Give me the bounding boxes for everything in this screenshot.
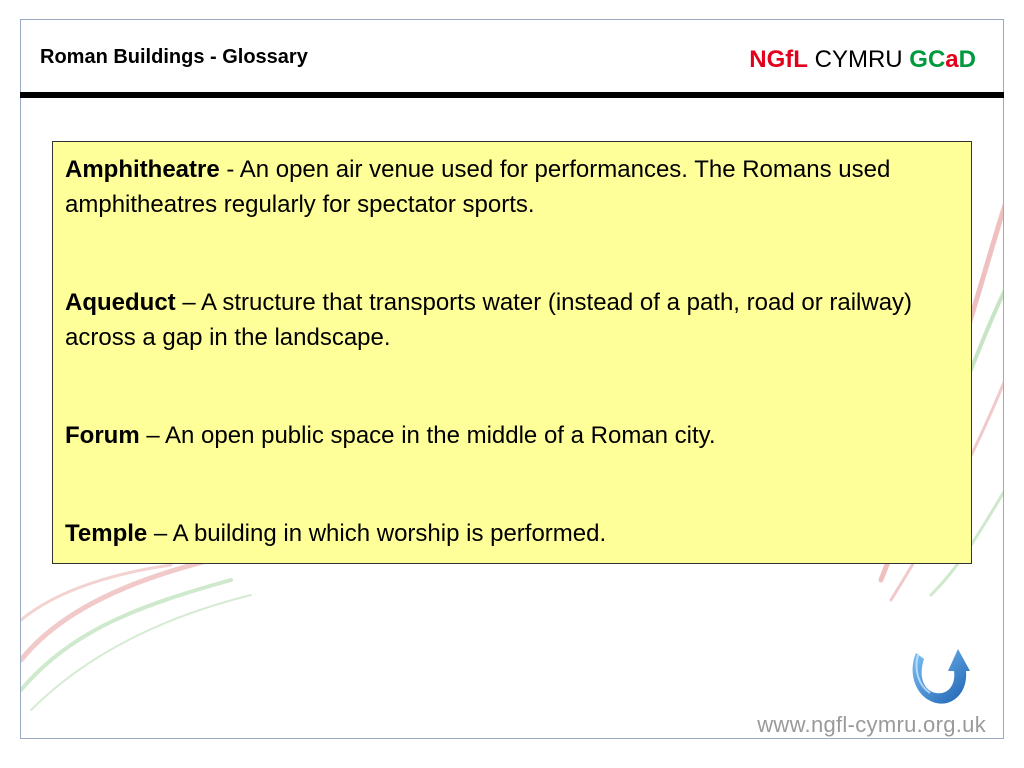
glossary-term: Forum (65, 422, 140, 449)
glossary-definition: – A structure that transports water (instead of a path, road or railway) across a gap in the landscape. (65, 289, 913, 351)
brand-gc: GC (909, 46, 946, 73)
glossary-box (52, 141, 972, 564)
header-rule (20, 92, 1004, 98)
glossary-definition: – A building in which worship is performed. (147, 520, 607, 547)
glossary-entry (65, 516, 961, 551)
glossary-entry (65, 285, 961, 355)
glossary-definition: - An open air venue used for performances. The Romans used amphitheatres regularly for spectator sports. (65, 156, 891, 218)
glossary-entry (65, 152, 961, 222)
glossary-term: Aqueduct (65, 289, 176, 316)
brand-wordmark (749, 46, 976, 74)
website-url: www.ngfl-cymru.org.uk (757, 712, 986, 737)
glossary-definition: – An open public space in the middle of a Roman city. (139, 422, 716, 449)
brand-d: D (958, 46, 976, 73)
glossary-entry (65, 418, 961, 453)
glossary-term: Amphitheatre (65, 156, 220, 183)
brand-a: a (945, 46, 959, 73)
slide-title: Roman Buildings - Glossary (40, 46, 308, 68)
brand-cymru: CYMRU (807, 46, 910, 73)
brand-f: f (785, 46, 794, 73)
brand-l: L (793, 46, 808, 73)
brand-ng: NG (749, 46, 786, 73)
ngfl-logo-icon (908, 641, 972, 711)
glossary-term: Temple (65, 520, 148, 547)
